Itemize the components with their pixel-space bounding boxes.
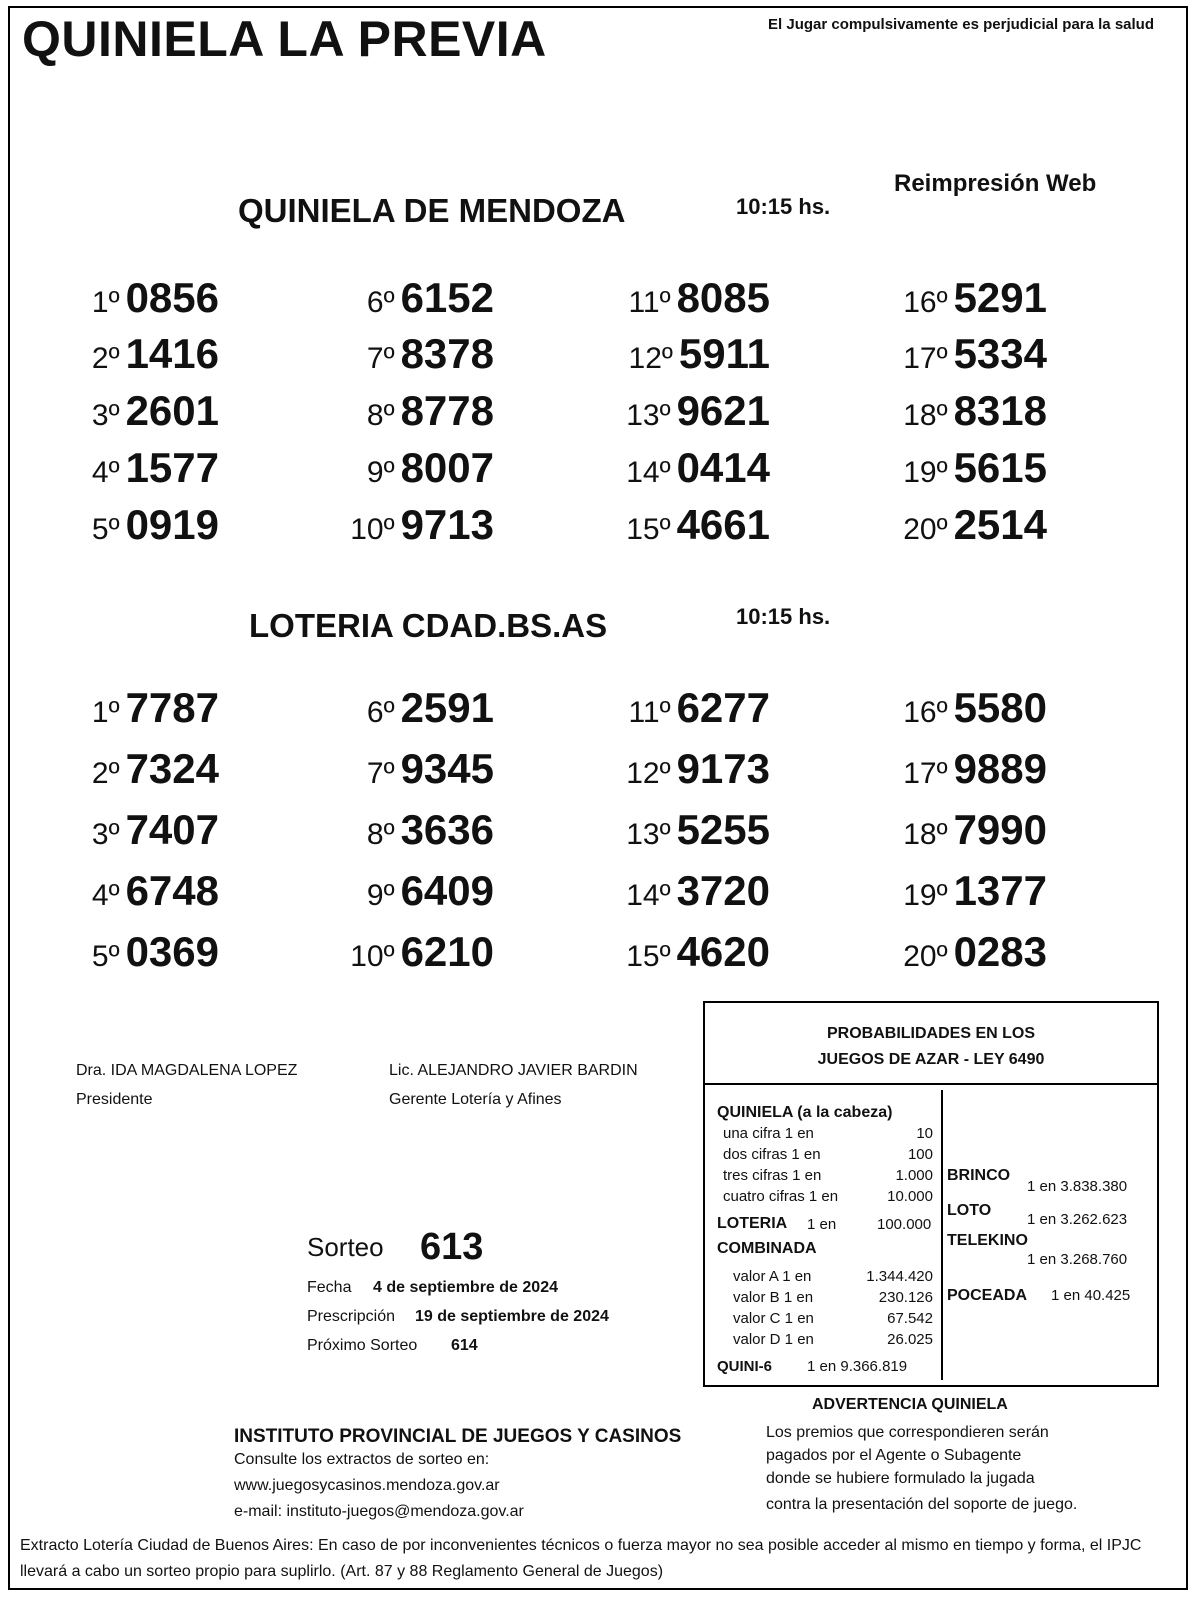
result-position: 5º <box>91 513 120 546</box>
result-position: 12º <box>628 342 673 375</box>
page-title: QUINIELA LA PREVIA <box>22 11 547 67</box>
quini6-prob-label: QUINI-6 <box>717 1358 773 1375</box>
result-number: 8778 <box>400 387 494 434</box>
sorteo-label: Sorteo <box>307 1232 384 1262</box>
result-position: 14º <box>626 879 671 912</box>
mendoza-result-cell <box>903 501 1047 549</box>
result-position: 8º <box>366 399 395 432</box>
quiniela-prob-value: 10.000 <box>887 1188 933 1205</box>
mendoza-result-cell <box>92 330 219 378</box>
combinada-prob-value: 67.542 <box>887 1310 933 1327</box>
proximo-value: 614 <box>451 1337 478 1354</box>
result-position: 10º <box>350 940 395 973</box>
poceada-prob-label: POCEADA <box>947 1287 1028 1304</box>
combinada-prob-value: 26.025 <box>887 1331 933 1348</box>
result-position: 13º <box>626 818 671 851</box>
result-number: 5255 <box>676 806 770 853</box>
result-position: 12º <box>626 757 671 790</box>
ciudad-result-cell <box>367 806 494 854</box>
result-number: 8085 <box>676 274 770 321</box>
result-position: 3º <box>91 399 120 432</box>
result-number: 9713 <box>400 501 494 548</box>
result-number: 4661 <box>676 501 770 548</box>
result-number: 0919 <box>125 501 219 548</box>
ciudad-result-cell <box>626 806 770 854</box>
quiniela-prob-label: cuatro cifras 1 en <box>723 1188 839 1205</box>
result-number: 1577 <box>125 444 219 491</box>
result-position: 11º <box>628 696 671 729</box>
advertencia-title: ADVERTENCIA QUINIELA <box>812 1396 1008 1413</box>
mendoza-result-cell <box>367 330 494 378</box>
ciudad-result-cell <box>626 745 770 793</box>
mendoza-result-cell <box>92 274 219 322</box>
ciudad-result-cell <box>903 684 1047 732</box>
institute-email-link[interactable]: e-mail: instituto-juegos@mendoza.gov.ar <box>234 1503 524 1520</box>
combinada-prob-label: valor A 1 en <box>733 1268 812 1285</box>
loto-prob-value: 1 en 3.262.623 <box>1027 1211 1128 1228</box>
result-number: 6152 <box>400 274 494 321</box>
ciudad-result-cell <box>903 867 1047 915</box>
result-position: 19º <box>903 456 948 489</box>
quini6-prob-value: 1 en 9.366.819 <box>807 1358 908 1375</box>
ciudad-result-cell <box>626 928 770 976</box>
mendoza-result-cell <box>92 444 219 492</box>
result-position: 7º <box>366 757 395 790</box>
result-position: 8º <box>366 818 395 851</box>
result-position: 9º <box>366 456 395 489</box>
result-position: 2º <box>91 757 120 790</box>
ciudad-result-cell <box>903 928 1047 976</box>
quiniela-prob-label: tres cifras 1 en <box>723 1167 822 1184</box>
result-number: 3720 <box>676 867 770 914</box>
prescripcion-label: Prescripción <box>307 1308 396 1325</box>
result-position: 13º <box>626 399 671 432</box>
result-position: 5º <box>91 940 120 973</box>
result-number: 2591 <box>400 684 494 731</box>
signature-left <box>76 1056 297 1114</box>
ciudad-result-cell <box>903 745 1047 793</box>
result-number: 1416 <box>125 330 219 377</box>
result-number: 5291 <box>953 274 1047 321</box>
telekino-prob-value: 1 en 3.268.760 <box>1027 1251 1128 1268</box>
result-position: 14º <box>626 456 671 489</box>
institute-name: INSTITUTO PROVINCIAL DE JUEGOS Y CASINOS <box>234 1426 682 1447</box>
ciudad-result-cell <box>92 928 219 976</box>
result-position: 16º <box>903 696 948 729</box>
result-number: 6277 <box>676 684 770 731</box>
combinada-prob-label: valor B 1 en <box>733 1289 814 1306</box>
result-position: 15º <box>626 513 671 546</box>
ciudad-result-cell <box>367 867 494 915</box>
ciudad-result-cell <box>626 867 770 915</box>
result-number: 5580 <box>953 684 1047 731</box>
ciudad-result-cell <box>92 806 219 854</box>
advertencia-line: donde se hubiere formulado la jugada <box>766 1470 1035 1487</box>
quiniela-prob-label: dos cifras 1 en <box>723 1146 821 1163</box>
result-position: 6º <box>366 696 395 729</box>
quiniela-prob-value: 1.000 <box>895 1167 933 1184</box>
result-position: 20º <box>903 940 948 973</box>
result-number: 0856 <box>125 274 219 321</box>
result-number: 0283 <box>953 928 1047 975</box>
signature-left-name: Dra. IDA MAGDALENA LOPEZ <box>76 1062 298 1079</box>
result-number: 7407 <box>125 806 219 853</box>
result-number: 6748 <box>125 867 219 914</box>
probabilities-header <box>705 1003 1157 1085</box>
ciudad-title: LOTERIA CDAD.BS.AS <box>249 607 608 644</box>
mendoza-time: 10:15 hs. <box>736 194 831 219</box>
probabilities-box <box>703 1001 1159 1387</box>
result-number: 8318 <box>953 387 1047 434</box>
advertencia-line: contra la presentación del soporte de juego. <box>766 1496 1078 1513</box>
signature-right-name: Lic. ALEJANDRO JAVIER BARDIN <box>389 1062 638 1079</box>
result-position: 9º <box>366 879 395 912</box>
result-position: 6º <box>366 286 395 319</box>
result-number: 9889 <box>953 745 1047 792</box>
ciudad-result-cell <box>92 867 219 915</box>
mendoza-result-cell <box>92 387 219 435</box>
mendoza-result-cell <box>626 444 770 492</box>
poceada-prob-value: 1 en 40.425 <box>1051 1287 1131 1304</box>
result-position: 4º <box>91 456 120 489</box>
loteria-prob-value: 100.000 <box>877 1216 932 1233</box>
brinco-prob-label: BRINCO <box>947 1167 1011 1184</box>
quiniela-prob-label: una cifra 1 en <box>723 1125 814 1142</box>
result-position: 1º <box>91 286 120 319</box>
result-position: 18º <box>903 399 948 432</box>
telekino-prob-label: TELEKINO <box>947 1232 1028 1249</box>
combinada-prob-label: valor D 1 en <box>733 1331 814 1348</box>
result-position: 20º <box>903 513 948 546</box>
mendoza-result-cell <box>626 501 770 549</box>
combinada-prob-label: valor C 1 en <box>733 1310 814 1327</box>
result-number: 9345 <box>400 745 494 792</box>
result-number: 2514 <box>953 501 1047 548</box>
signature-left-role: Presidente <box>76 1091 153 1108</box>
fecha-label: Fecha <box>307 1279 352 1296</box>
mendoza-result-cell <box>92 501 219 549</box>
result-position: 7º <box>366 342 395 375</box>
signature-right <box>389 1056 638 1114</box>
mendoza-result-cell <box>350 501 494 549</box>
result-position: 4º <box>91 879 120 912</box>
result-number: 4620 <box>676 928 770 975</box>
signature-right-role: Gerente Lotería y Afines <box>389 1091 562 1108</box>
result-number: 0369 <box>125 928 219 975</box>
gambling-warning: El Jugar compulsivamente es perjudicial para la salud <box>768 16 1154 33</box>
mendoza-result-cell <box>629 330 770 378</box>
ciudad-result-cell <box>92 745 219 793</box>
mendoza-result-cell <box>628 274 770 322</box>
result-position: 17º <box>903 757 948 790</box>
result-number: 1377 <box>953 867 1047 914</box>
result-number: 2601 <box>125 387 219 434</box>
mendoza-result-cell <box>367 387 494 435</box>
mendoza-result-cell <box>903 387 1047 435</box>
result-number: 6210 <box>400 928 494 975</box>
result-position: 2º <box>91 342 120 375</box>
result-number: 9173 <box>676 745 770 792</box>
probabilities-title-line2: JUEGOS DE AZAR - LEY 6490 <box>817 1051 1045 1068</box>
result-position: 10º <box>350 513 395 546</box>
ciudad-result-cell <box>903 806 1047 854</box>
mendoza-result-cell <box>367 444 494 492</box>
reprint-label: Reimpresión Web <box>894 170 1097 197</box>
mendoza-result-cell <box>903 444 1047 492</box>
combinada-prob-value: 230.126 <box>878 1289 933 1306</box>
result-number: 6409 <box>400 867 494 914</box>
mendoza-result-cell <box>626 387 770 435</box>
mendoza-title: QUINIELA DE MENDOZA <box>238 192 626 229</box>
quiniela-prob-title: QUINIELA (a la cabeza) <box>717 1104 893 1121</box>
institute-consult-line: Consulte los extractos de sorteo en: <box>234 1451 490 1468</box>
result-position: 15º <box>626 940 671 973</box>
prescripcion-value: 19 de septiembre de 2024 <box>415 1308 609 1325</box>
footer-note: Extracto Lotería Ciudad de Buenos Aires: En caso de por inconvenientes técnicos o fuerza mayor no sea posible acceder al mismo en tiempo y forma, el IPJC llevará a cabo un sorteo propio para suplirlo. (Art. 87 y 88 Reglamento General de Juegos) <box>20 1537 1142 1580</box>
ciudad-result-cell <box>367 684 494 732</box>
proximo-label: Próximo Sorteo <box>307 1337 418 1354</box>
result-number: 5334 <box>953 330 1047 377</box>
fecha-value: 4 de septiembre de 2024 <box>373 1279 558 1296</box>
result-position: 16º <box>903 286 948 319</box>
quiniela-prob-value: 100 <box>907 1146 933 1163</box>
result-position: 11º <box>628 286 671 319</box>
loto-prob-label: LOTO <box>947 1202 992 1219</box>
result-position: 19º <box>903 879 948 912</box>
quiniela-prob-value: 10 <box>916 1125 933 1142</box>
mendoza-result-cell <box>903 330 1047 378</box>
result-number: 5615 <box>953 444 1047 491</box>
combinada-prob-title: COMBINADA <box>717 1240 817 1257</box>
result-number: 7787 <box>125 684 219 731</box>
result-number: 8378 <box>400 330 494 377</box>
probabilities-title-line1: PROBABILIDADES EN LOS <box>826 1025 1035 1042</box>
result-number: 9621 <box>676 387 770 434</box>
result-position: 3º <box>91 818 120 851</box>
sorteo-number: 613 <box>420 1226 484 1268</box>
combinada-prob-value: 1.344.420 <box>866 1268 933 1285</box>
result-number: 8007 <box>400 444 494 491</box>
advertencia-line: pagados por el Agente o Subagente <box>766 1447 1022 1464</box>
ciudad-result-cell <box>350 928 494 976</box>
brinco-prob-value: 1 en 3.838.380 <box>1027 1178 1128 1195</box>
loteria-prob-label: LOTERIA <box>717 1215 788 1232</box>
ciudad-result-cell <box>92 684 219 732</box>
advertencia-line: Los premios que correspondieren serán <box>766 1424 1049 1441</box>
ciudad-result-cell <box>628 684 770 732</box>
result-number: 3636 <box>400 806 494 853</box>
institute-website-link[interactable]: www.juegosycasinos.mendoza.gov.ar <box>234 1477 500 1494</box>
result-number: 5911 <box>678 330 770 377</box>
result-position: 17º <box>903 342 948 375</box>
result-position: 1º <box>91 696 120 729</box>
result-number: 7990 <box>953 806 1047 853</box>
loteria-prob-en: 1 en <box>807 1216 837 1233</box>
ciudad-result-cell <box>367 745 494 793</box>
result-number: 0414 <box>676 444 770 491</box>
result-number: 7324 <box>125 745 219 792</box>
mendoza-result-cell <box>367 274 494 322</box>
mendoza-result-cell <box>903 274 1047 322</box>
ciudad-time: 10:15 hs. <box>736 604 831 629</box>
result-position: 18º <box>903 818 948 851</box>
